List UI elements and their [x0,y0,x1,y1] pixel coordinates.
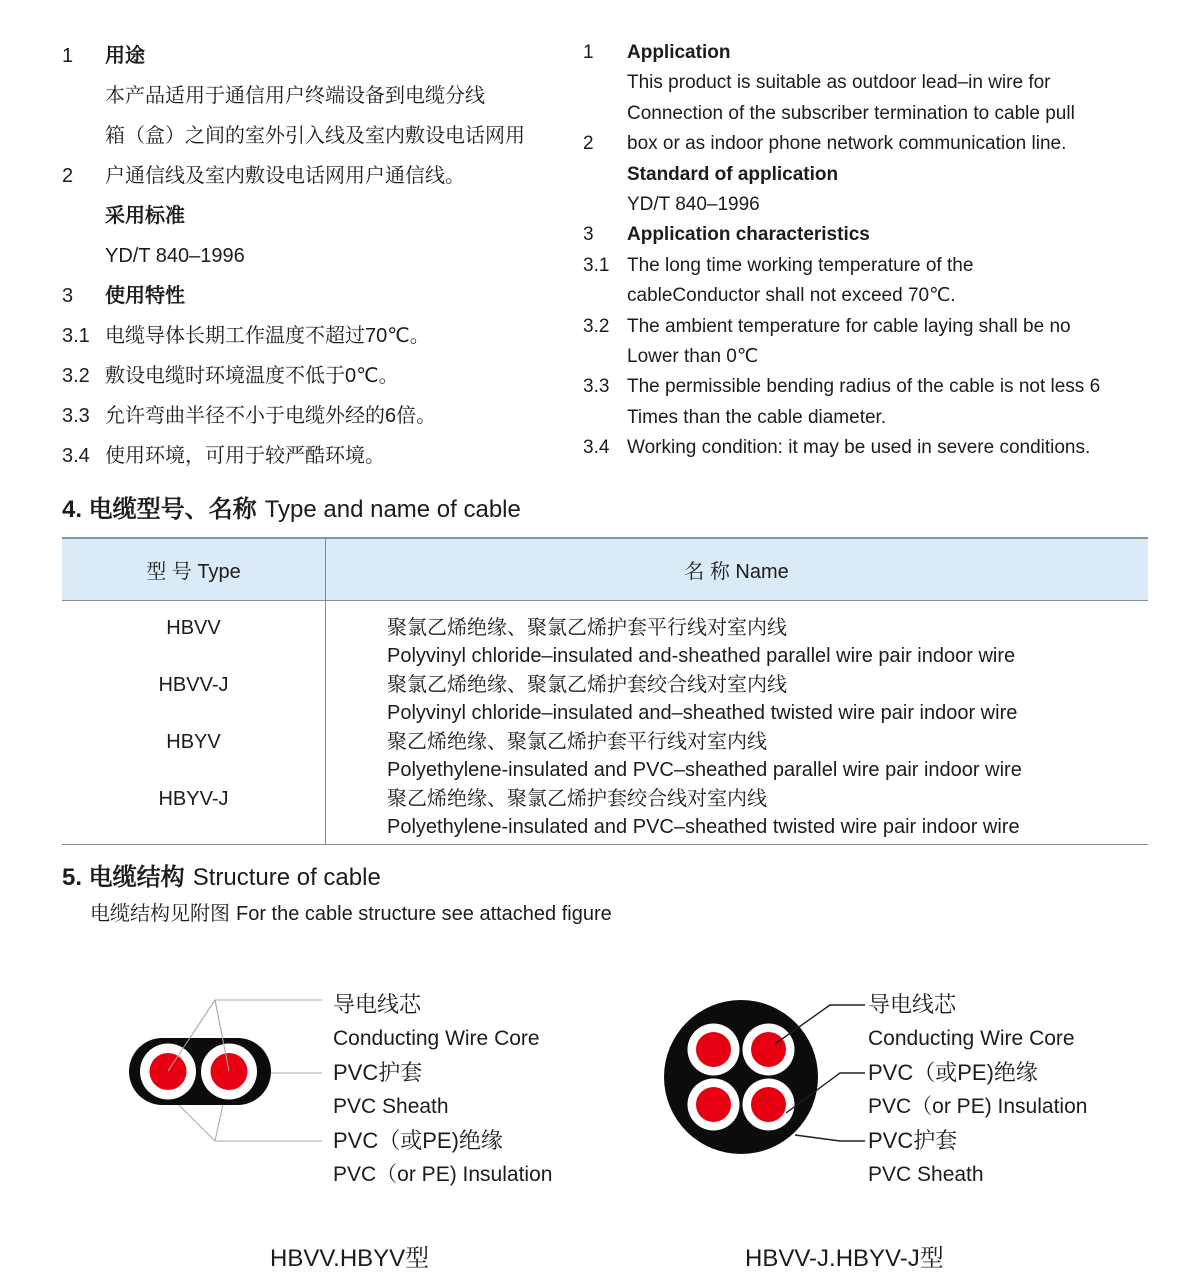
intro-right-column [583,38,1163,464]
section5-note-en: For the cable structure see attached figure [236,903,612,925]
line-text: YD/T 840–1996 [627,194,760,216]
list-line [62,196,582,236]
section5-note-zh: 电缆结构见附图 [90,903,230,925]
table-row [62,671,1148,728]
diagram-labels-flat [333,988,673,1192]
line-text: Times than the cable diameter. [627,406,887,428]
line-number [583,342,627,372]
line-number: 2 [62,165,74,187]
name-zh: 聚氯乙烯绝缘、聚氯乙烯护套平行线对室内线 [387,617,787,639]
line-number: 3.2 [583,315,610,337]
name-zh: 聚乙烯绝缘、聚氯乙烯护套平行线对室内线 [387,731,767,753]
type-cell: HBYV [166,731,221,753]
section4-title-en: Type and name of cable [264,496,521,523]
line-text: Application [627,42,731,63]
diagram-label-zh: 导电线芯 [333,992,422,1017]
line-text: 允许弯曲半径不小于电缆外经的6倍。 [105,405,437,427]
diagram-label-en: Conducting Wire Core [333,1027,540,1050]
line-text: YD/T 840–1996 [105,245,245,267]
list-line [583,281,1163,311]
list-line [583,372,1163,402]
line-number [583,99,627,129]
section5-note [90,900,612,928]
list-line [583,68,1163,98]
line-number: 3.3 [583,376,610,398]
name-zh: 聚氯乙烯绝缘、聚氯乙烯护套绞合线对室内线 [387,674,787,696]
line-text: cableConductor shall not exceed 70℃. [627,285,956,307]
line-text: Working condition: it may be used in severe conditions. [627,437,1091,459]
conductor-core [696,1087,731,1122]
diagram-label-zh: PVC（或PE)绝缘 [333,1128,503,1153]
section4-heading [62,494,521,526]
line-number: 3.4 [62,445,90,467]
list-line [583,220,1163,250]
line-number: 1 [583,42,594,63]
line-text: The permissible bending radius of the cable is not less 6 [627,376,1101,398]
line-text: 电缆导体长期工作温度不超过70℃。 [105,325,430,347]
list-line [62,236,582,276]
table-header-row [62,539,1148,601]
name-en: Polyvinyl chloride–insulated and-sheathed parallel wire pair indoor wire [387,645,1016,667]
type-cell: HBYV-J [158,788,229,810]
cable-type-table [62,537,1148,845]
name-cell [325,614,1148,671]
section5-heading [62,862,381,894]
cable-diagram-round [650,975,870,1205]
line-number: 3.1 [62,325,90,347]
diagram-label-en: Conducting Wire Core [868,1027,1075,1050]
line-number [62,196,105,236]
line-text: The ambient temperature for cable laying shall be no [627,315,1071,337]
line-text: 采用标准 [105,205,185,227]
diagram-label-zh: PVC护套 [333,1060,423,1085]
line-number: 3.3 [62,405,90,427]
header-cell-name: 名 称 Name [684,561,789,583]
list-line [583,342,1163,372]
section5-title-zh: 5. 电缆结构 [62,864,185,891]
list-line [62,356,582,396]
diagram-labels-round [868,988,1200,1192]
line-number: 2 [583,133,594,155]
list-line [583,129,1163,159]
line-number [583,160,627,190]
table-row [62,785,1148,842]
name-zh: 聚乙烯绝缘、聚氯乙烯护套绞合线对室内线 [387,788,767,810]
diagram-label-en: PVC（or PE) Insulation [333,1163,553,1186]
list-line [583,251,1163,281]
section5-title-en: Structure of cable [192,864,381,891]
line-text: 敷设电缆时环境温度不低于0℃。 [105,365,399,387]
line-text: Connection of the subscriber termination to cable pull [627,102,1075,124]
line-text: This product is suitable as outdoor lead–in wire for [627,72,1051,94]
line-number [62,76,105,116]
list-line [583,160,1163,190]
line-number: 1 [62,45,74,67]
table-row [62,614,1148,671]
line-text: Application characteristics [627,224,870,246]
conductor-core [751,1087,786,1122]
diagram-label-en: PVC Sheath [868,1163,984,1186]
list-line [62,396,582,436]
list-line [62,436,582,476]
table-body [62,601,1148,844]
pvc-sheath-shape [664,1000,818,1154]
leader-line [173,1099,322,1141]
line-text: 本产品适用于通信用户终端设备到电缆分线 [105,85,485,107]
line-number: 3 [62,285,74,307]
list-line [583,312,1163,342]
type-cell: HBVV [166,617,221,639]
line-number [583,190,627,220]
type-cell: HBVV-J [158,674,229,696]
diagram-label-en: PVC（or PE) Insulation [868,1095,1088,1118]
list-line [62,116,582,156]
line-number: 3.2 [62,365,90,387]
list-line [583,190,1163,220]
list-line [62,156,582,196]
section4-title-zh: 4. 电缆型号、名称 [62,496,257,523]
line-text: Standard of application [627,163,839,185]
name-cell [325,671,1148,728]
diagram-label-zh: PVC护套 [868,1128,958,1153]
diagram-label-zh: 导电线芯 [868,992,957,1017]
name-en: Polyethylene-insulated and PVC–sheathed twisted wire pair indoor wire [387,816,1020,838]
line-text: 户通信线及室内敷设电话网用户通信线。 [105,165,465,187]
list-line [62,276,582,316]
header-cell-type: 型 号 Type [146,561,241,583]
column-divider [325,539,326,844]
conductor-core [696,1032,731,1067]
list-line [62,316,582,356]
conductor-core [751,1032,786,1067]
list-line [62,36,582,76]
name-cell [325,785,1148,842]
line-text: 箱（盒）之间的室外引入线及室内敷设电话网用 [105,125,525,147]
list-line [583,403,1163,433]
line-text: 使用环境，可用于较严酷环境。 [105,445,385,467]
line-text: 用途 [105,45,145,67]
line-number [62,116,105,156]
line-text: box or as indoor phone network communication line. [627,133,1067,155]
diagram-label-en: PVC Sheath [333,1095,449,1118]
conductor-core [211,1053,248,1090]
cable-diagram-flat [105,975,340,1205]
line-number [583,403,627,433]
line-number: 3.4 [583,437,610,459]
table-row [62,728,1148,785]
line-text: Lower than 0℃ [627,346,759,368]
line-text: 使用特性 [105,285,185,307]
line-number [62,236,105,276]
list-line [583,38,1163,68]
list-line [583,99,1163,129]
line-number: 3 [583,224,594,246]
list-line [583,433,1163,463]
line-number [583,68,627,98]
line-number: 3.1 [583,254,610,276]
conductor-core [150,1053,187,1090]
caption-flat: HBVV.HBYV型 [270,1245,430,1272]
caption-round: HBVV-J.HBYV-J型 [745,1245,944,1272]
name-en: Polyvinyl chloride–insulated and–sheathed twisted wire pair indoor wire [387,702,1018,724]
name-en: Polyethylene-insulated and PVC–sheathed parallel wire pair indoor wire [387,759,1022,781]
leader-line [795,1135,865,1141]
line-number [583,281,627,311]
line-text: The long time working temperature of the [627,254,974,276]
name-cell [325,728,1148,785]
list-line [62,76,582,116]
intro-left-column [62,36,582,476]
diagram-label-zh: PVC（或PE)绝缘 [868,1060,1038,1085]
